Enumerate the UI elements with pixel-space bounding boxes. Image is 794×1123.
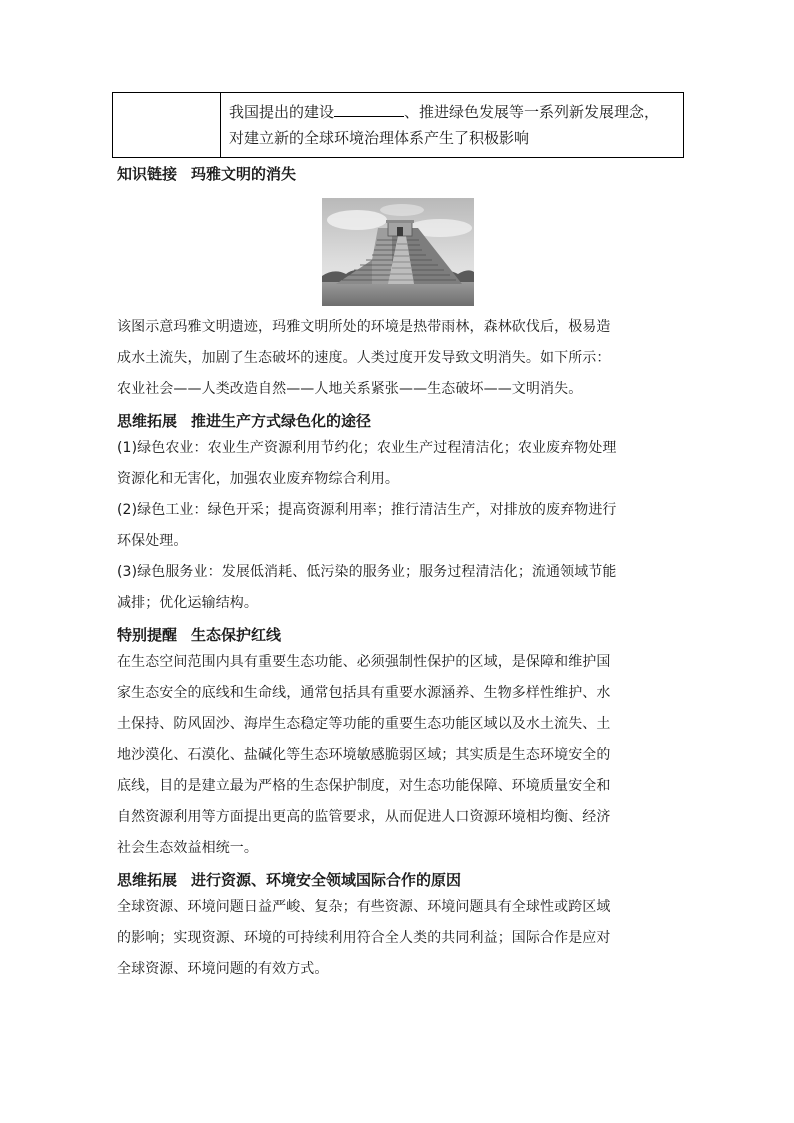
section-heading-redline: [117, 623, 679, 647]
section-heading-intl: [117, 868, 679, 892]
heading-title: 推进生产方式绿色化的途径: [191, 412, 372, 430]
green-line-2: 资源化和无害化，加强农业废弃物综合利用。: [117, 471, 399, 487]
heading-title: 进行资源、环境安全领域国际合作的原因: [191, 871, 462, 889]
redline-line-7: 社会生态效益相统一。: [117, 840, 258, 856]
redline-line-3: 土保持、防风固沙、海岸生态稳定等功能的重要生态功能区域以及水土流失、土: [117, 716, 611, 732]
maya-line-2: 成水土流失，加剧了生态破坏的速度。人类过度开发导致文明消失。如下所示：: [117, 350, 611, 366]
maya-line-1: 该图示意玛雅文明遗迹，玛雅文明所处的环境是热带雨林，森林砍伐后，极易造: [117, 319, 611, 335]
heading-tag: 思维拓展: [117, 871, 178, 889]
green-line-6: 减排；优化运输结构。: [117, 595, 258, 611]
heading-tag: 思维拓展: [117, 412, 178, 430]
section-heading-maya: [117, 162, 679, 186]
heading-tag: 特别提醒: [117, 626, 178, 644]
redline-line-4: 地沙漠化、石漠化、盐碱化等生态环境敏感脆弱区域；其实质是生态环境安全的: [117, 747, 611, 763]
table-cell-empty: [113, 93, 221, 157]
main-content: [117, 162, 679, 985]
heading-title: 生态保护红线: [191, 626, 282, 644]
fill-blank[interactable]: [334, 102, 404, 117]
table-text-before: 我国提出的建设: [229, 103, 335, 121]
section-heading-green: [117, 409, 679, 433]
intl-line-1: 全球资源、环境问题日益严峻、复杂；有些资源、环境问题具有全球性或跨区域: [117, 899, 611, 915]
redline-line-5: 底线，目的是建立最为严格的生态保护制度，对生态功能保障、环境质量安全和: [117, 778, 611, 794]
intl-line-3: 全球资源、环境问题的有效方式。: [117, 961, 329, 977]
redline-line-1: 在生态空间范围内具有重要生态功能、必须强制性保护的区域，是保障和维护国: [117, 654, 611, 670]
table-line-2: 对建立新的全球环境治理体系产生了积极影响: [229, 129, 530, 147]
redline-line-6: 自然资源利用等方面提出更高的监管要求，从而促进人口资源环境相均衡、经济: [117, 809, 611, 825]
pyramid-illustration: [322, 198, 474, 306]
heading-title: 玛雅文明的消失: [191, 165, 297, 183]
table-text-after: 、推进绿色发展等一系列新发展理念，: [404, 103, 660, 121]
green-line-3: (2)绿色工业：绿色开采；提高资源利用率；推行清洁生产，对排放的废弃物进行: [117, 502, 617, 518]
heading-tag: 知识链接: [117, 165, 178, 183]
table-row: [112, 92, 684, 158]
table-cell-text: [221, 93, 683, 157]
maya-line-3: 农业社会——人类改造自然——人地关系紧张——生态破坏——文明消失。: [117, 381, 583, 397]
maya-pyramid-photo: [322, 198, 474, 306]
intl-line-2: 的影响；实现资源、环境的可持续利用符合全人类的共同利益；国际合作是应对: [117, 930, 611, 946]
table-line-1: [229, 99, 673, 125]
green-line-5: (3)绿色服务业：发展低消耗、低污染的服务业；服务过程清洁化；流通领域节能: [117, 564, 617, 580]
redline-line-2: 家生态安全的底线和生命线，通常包括具有重要水源涵养、生物多样性维护、水: [117, 685, 611, 701]
green-line-1: (1)绿色农业：农业生产资源利用节约化；农业生产过程清洁化；农业废弃物处理: [117, 440, 617, 456]
green-line-4: 环保处理。: [117, 533, 188, 549]
